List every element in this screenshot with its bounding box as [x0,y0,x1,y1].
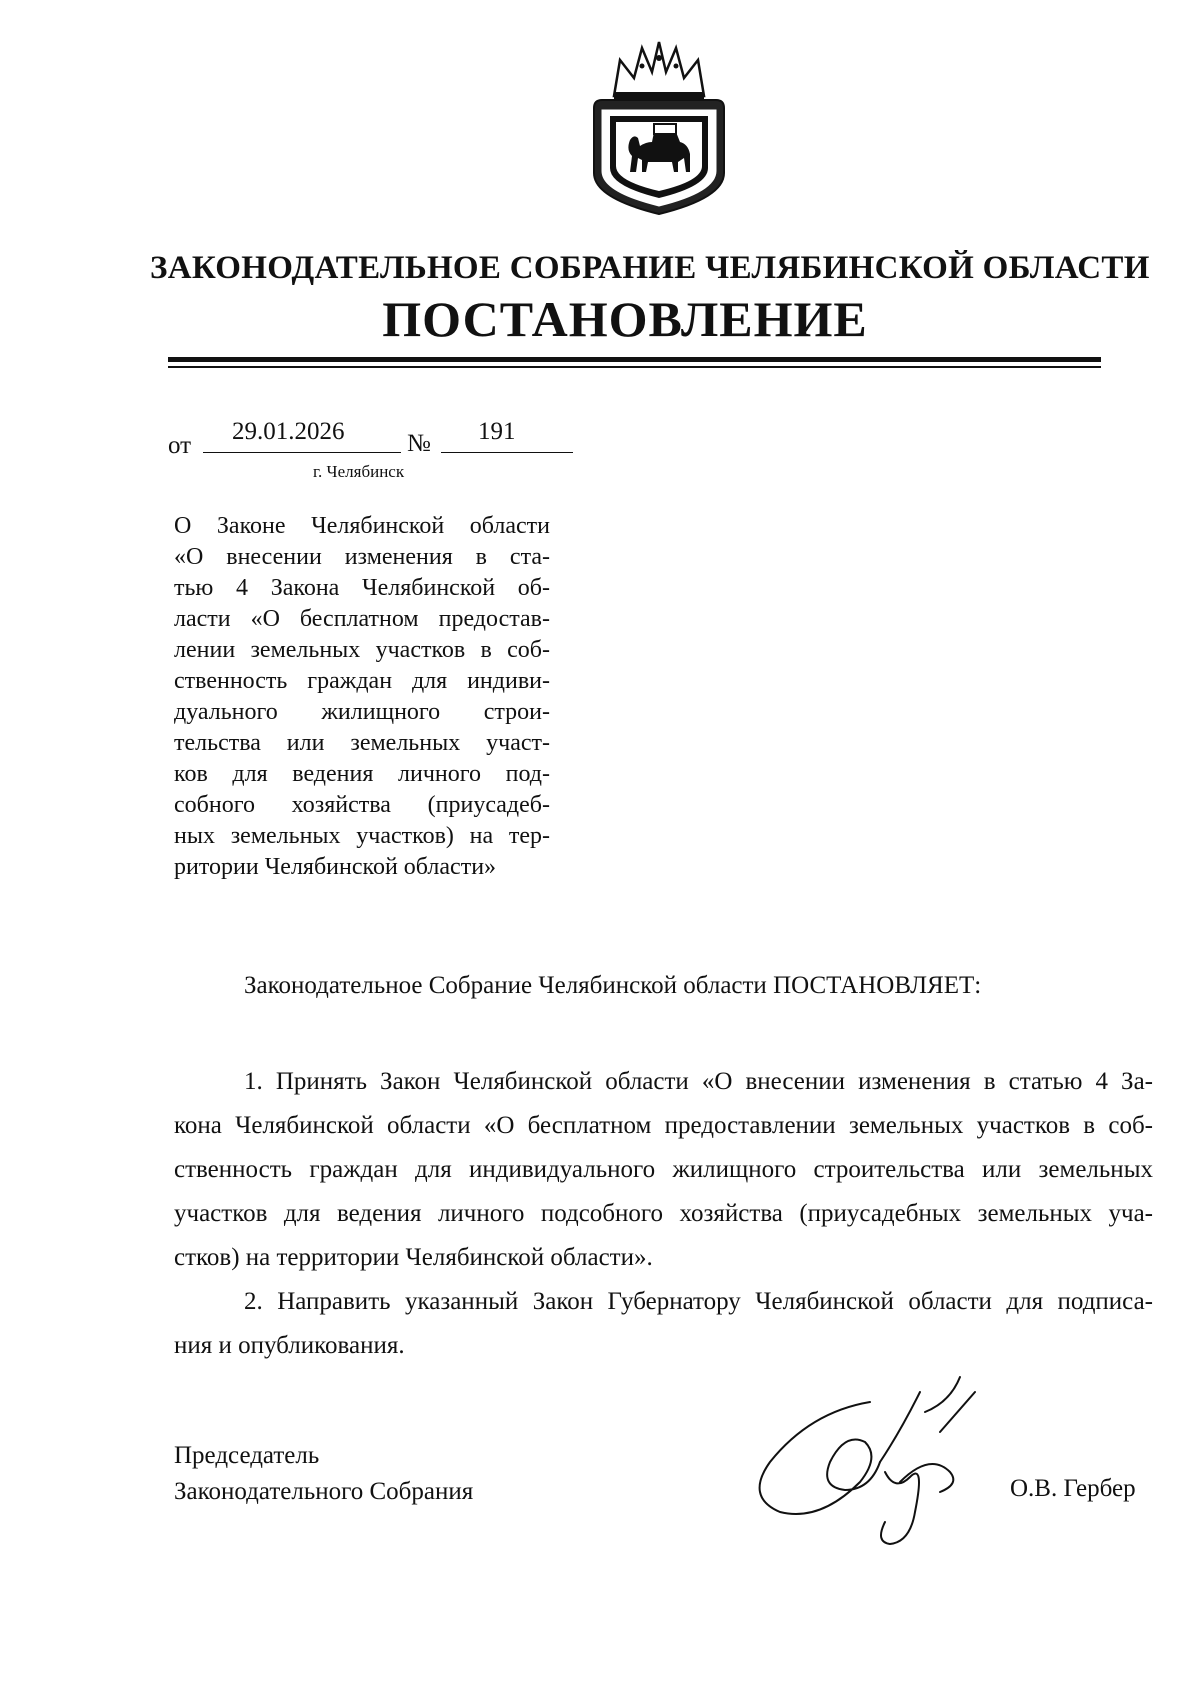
resolution-item-2 [174,1280,1153,1368]
subject-line: тельства или земельных участ- [174,730,550,756]
subject-line: ков для ведения личного под- [174,761,550,787]
item-line: стков) на территории Челябинской области». [174,1244,653,1271]
subject-line: ласти «О бесплатном предостав- [174,606,550,632]
header-rule-thick [168,357,1101,362]
item-line: 1. Принять Закон Челябинской области «О внесении изменения в статью 4 За- [244,1068,1153,1095]
number-underline [441,452,573,453]
handwritten-signature-icon [750,1372,1010,1552]
item-line: ния и опубликования. [174,1332,405,1359]
document-date: 29.01.2026 [232,418,345,445]
subject-line: «О внесении изменения в ста- [174,544,550,570]
number-label: № [407,430,431,457]
subject-line: дуального жилищного строи- [174,699,550,725]
subject-line: ритории Челябинской области» [174,854,497,880]
document-number: 191 [478,418,516,445]
item-line: участков для ведения личного подсобного хозяйства (приусадебных земельных уча- [174,1200,1153,1227]
subject-line: ных земельных участков) на тер- [174,823,550,849]
signer-title-line: Председатель [174,1442,320,1469]
signer-name: О.В. Гербер [1010,1475,1136,1502]
date-label: от [168,432,192,459]
document-type: ПОСТАНОВЛЕНИЕ [382,291,868,347]
city: г. Челябинск [313,462,405,481]
subject-line: тью 4 Закона Челябинской об- [174,575,550,601]
subject-line: О Законе Челябинской области [174,513,550,539]
subject-line: собного хозяйства (приусадеб- [174,792,550,818]
item-line: ственность граждан для индивидуального жилищного строительства или земельных [174,1156,1153,1183]
date-underline [203,452,401,453]
signer-title [174,1438,473,1510]
subject-line: лении земельных участков в соб- [174,637,550,663]
subject-line: ственность граждан для индиви- [174,668,550,694]
item-line: кона Челябинской области «О бесплатном предоставлении земельных участков в соб- [174,1112,1153,1139]
organization-title: ЗАКОНОДАТЕЛЬНОЕ СОБРАНИЕ ЧЕЛЯБИНСКОЙ ОБЛАСТИ [150,250,1150,286]
chelyabinsk-coat-of-arms-icon [580,38,738,218]
resolution-preamble: Законодательное Собрание Челябинской области ПОСТАНОВЛЯЕТ: [244,972,982,999]
header-rule-thin [168,366,1101,368]
item-line: 2. Направить указанный Закон Губернатору Челябинской области для подписа- [244,1288,1153,1315]
signer-title-line: Законодательного Собрания [174,1478,474,1505]
resolution-item-1 [174,1060,1153,1280]
document-subject [174,511,550,883]
